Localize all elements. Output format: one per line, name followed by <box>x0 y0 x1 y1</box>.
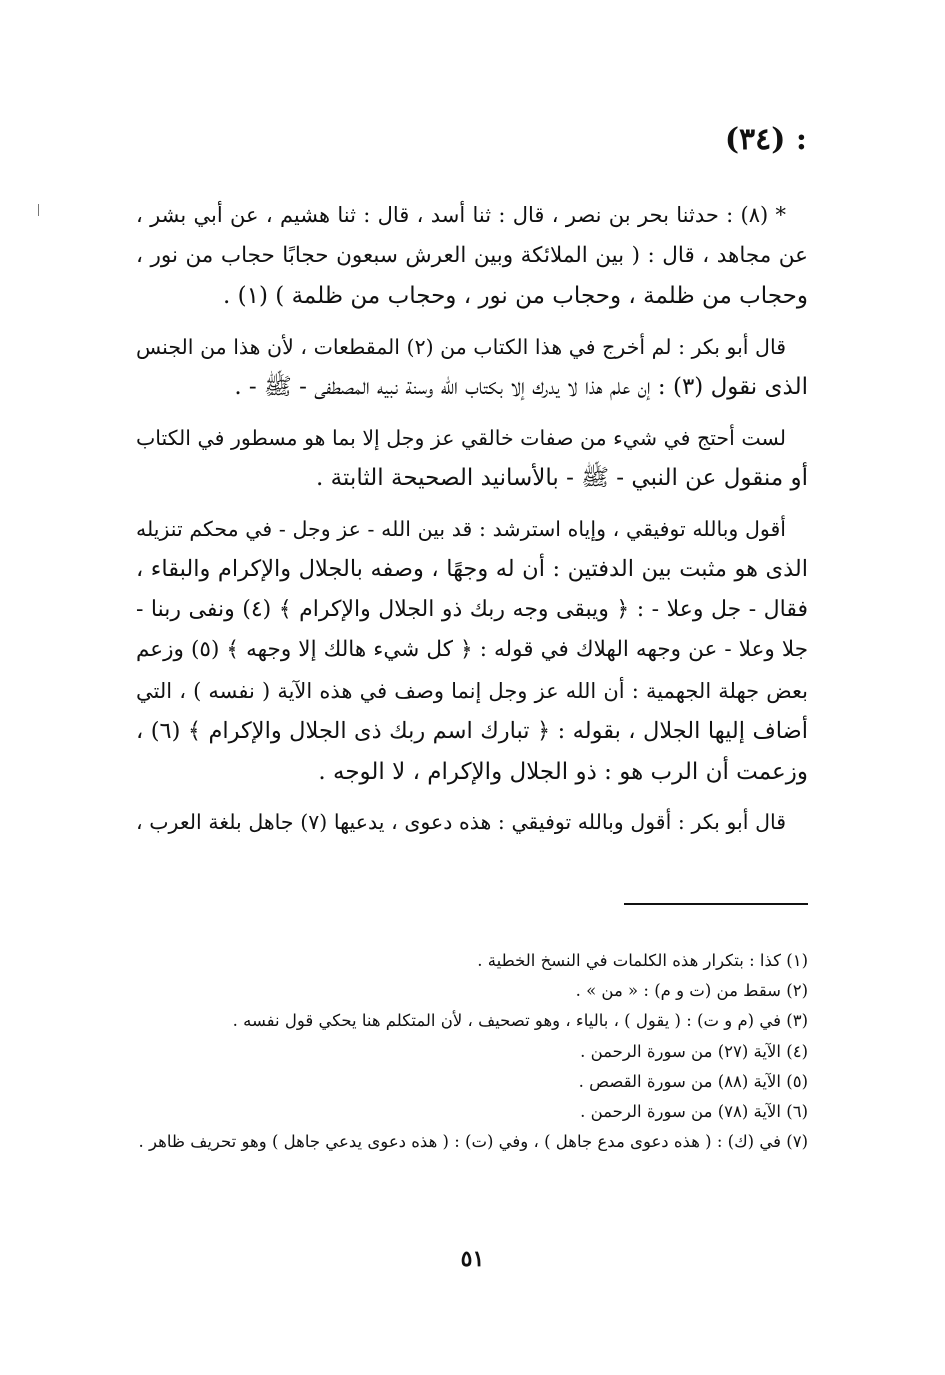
footnote-7: (٧) في (ك) : ( هذه دعوى مدع جاهل ) ، وفي (ت) : ( هذه دعوى يدعي جاهل ) وهو تحريف ظاهر . <box>138 1132 808 1152</box>
text-line: * (٨) : حدثنا بحر بن نصر ، قال : ثنا أسد ، قال : ثنا هشيم ، عن أبي بشر ، <box>136 203 786 227</box>
footnote-5: (٥) الآية (٨٨) من سورة القصص . <box>578 1071 808 1091</box>
text-line: وزعمت أن الرب هو : ذو الجلال والإكرام ، لا الوجه . <box>318 758 808 785</box>
footnote-4: (٤) الآية (٢٧) من سورة الرحمن . <box>580 1041 808 1061</box>
text-line: الذى نقول (٣) : إن علم هذا لا يدرك إلا بكتاب الله وسنة نبيه المصطفى - ﷺ - . <box>234 374 808 400</box>
footnote-3: (٣) في (م و ت) : ( يقول ) ، بالياء ، وهو تصحيف ، لأن المتكلم هنا يحكي قول نفسه . <box>232 1011 808 1031</box>
paragraph-hadith <box>136 195 808 317</box>
footnote-2: (٢) سقط من (ت و م) : « من » . <box>575 981 808 1001</box>
text-line: بعض جهلة الجهمية : أن الله عز وجل إنما وصف في هذه الآية ( نفسه ) ، التي <box>136 678 808 703</box>
text-line: أضاف إليها الجلال ، بقوله : ﴿ تبارك اسم ربك ذى الجلال والإكرام ﴾ (٦) ، <box>136 718 808 744</box>
text-line: الذى هو مثبت بين الدفتين : أن له وجهًا ، وصفه بالجلال والإكرام والبقاء ، <box>136 556 808 582</box>
footnote-6: (٦) الآية (٧٨) من سورة الرحمن . <box>580 1102 808 1122</box>
text-line: وحجاب من ظلمة ، وحجاب من نور ، وحجاب من ظلمة ) (١) . <box>223 283 808 309</box>
section-number: : (٣٤) <box>724 122 807 157</box>
footnote-1: (١) كذا : بتكرار هذه الكلمات في النسخ الخطية . <box>477 951 808 970</box>
text-line: أقول وبالله توفيقي ، وإياه استرشد : قد بين الله - عز وجل - في محكم تنزيله <box>136 516 786 541</box>
paragraph-aqul <box>136 509 808 793</box>
page-number: ٥١ <box>460 1246 485 1272</box>
text-line: قال أبو بكر : لم أخرج في هذا الكتاب من (٢) المقطعات ، لأن هذا من الجنس <box>136 334 786 359</box>
text-line: عن مجاهد ، قال : ( بين الملائكة وبين العرش سبعون حجابًا حجاب من نور ، <box>136 242 808 268</box>
paragraph-abu-bakr-2 <box>136 802 808 843</box>
text-line: أو منقول عن النبي - ﷺ - بالأسانيد الصحيحة الثابتة . <box>316 465 808 491</box>
text-line: جلا وعلا - عن وجهه الهلاك في قوله : ﴿ كل شيء هالك إلا وجهه ﴾ (٥) وزعم <box>136 637 809 662</box>
scan-edge-mark <box>38 204 39 216</box>
paragraph-abu-bakr-1 <box>136 327 808 408</box>
text-line: قال أبو بكر : أقول وبالله توفيقي : هذه دعوى ، يدعيها (٧) جاهل بلغة العرب ، <box>136 810 787 834</box>
text-line: لست أحتج في شيء من صفات خالقي عز وجل إلا بما هو مسطور في الكتاب <box>136 425 786 450</box>
footnote-separator <box>624 903 808 905</box>
text-line: فقال - جل وعلا - : ﴿ ويبقى وجه ربك ذو الجلال والإكرام ﴾ (٤) ونفى ربنا - <box>136 596 808 622</box>
paragraph-ihtijaj <box>136 418 808 499</box>
footnotes <box>136 946 808 1157</box>
main-text <box>136 195 808 853</box>
